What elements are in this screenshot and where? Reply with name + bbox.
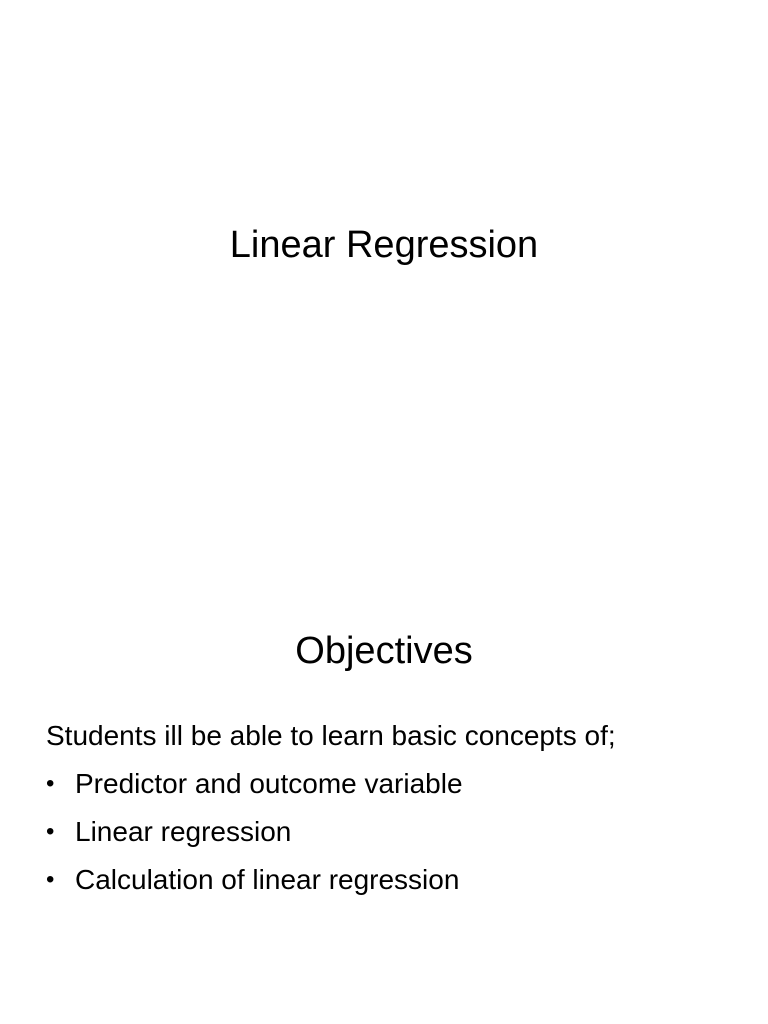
bullet-icon: • xyxy=(46,866,55,893)
objective-item-label: Predictor and outcome variable xyxy=(75,768,463,799)
objectives-body xyxy=(46,718,746,910)
objective-item-label: Linear regression xyxy=(75,816,292,847)
objectives-intro: Students ill be able to learn basic concepts of; xyxy=(46,720,616,751)
bullet-icon: • xyxy=(46,818,55,845)
objectives-heading: Objectives xyxy=(295,630,473,672)
bullet-icon: • xyxy=(46,770,55,797)
slide-title-heading: Linear Regression xyxy=(229,224,539,266)
objective-item-label: Calculation of linear regression xyxy=(75,864,460,895)
objective-item xyxy=(46,862,746,910)
objective-item xyxy=(46,814,746,862)
slide-objectives xyxy=(0,512,768,1024)
objectives-list xyxy=(46,766,746,910)
objective-item xyxy=(46,766,746,814)
